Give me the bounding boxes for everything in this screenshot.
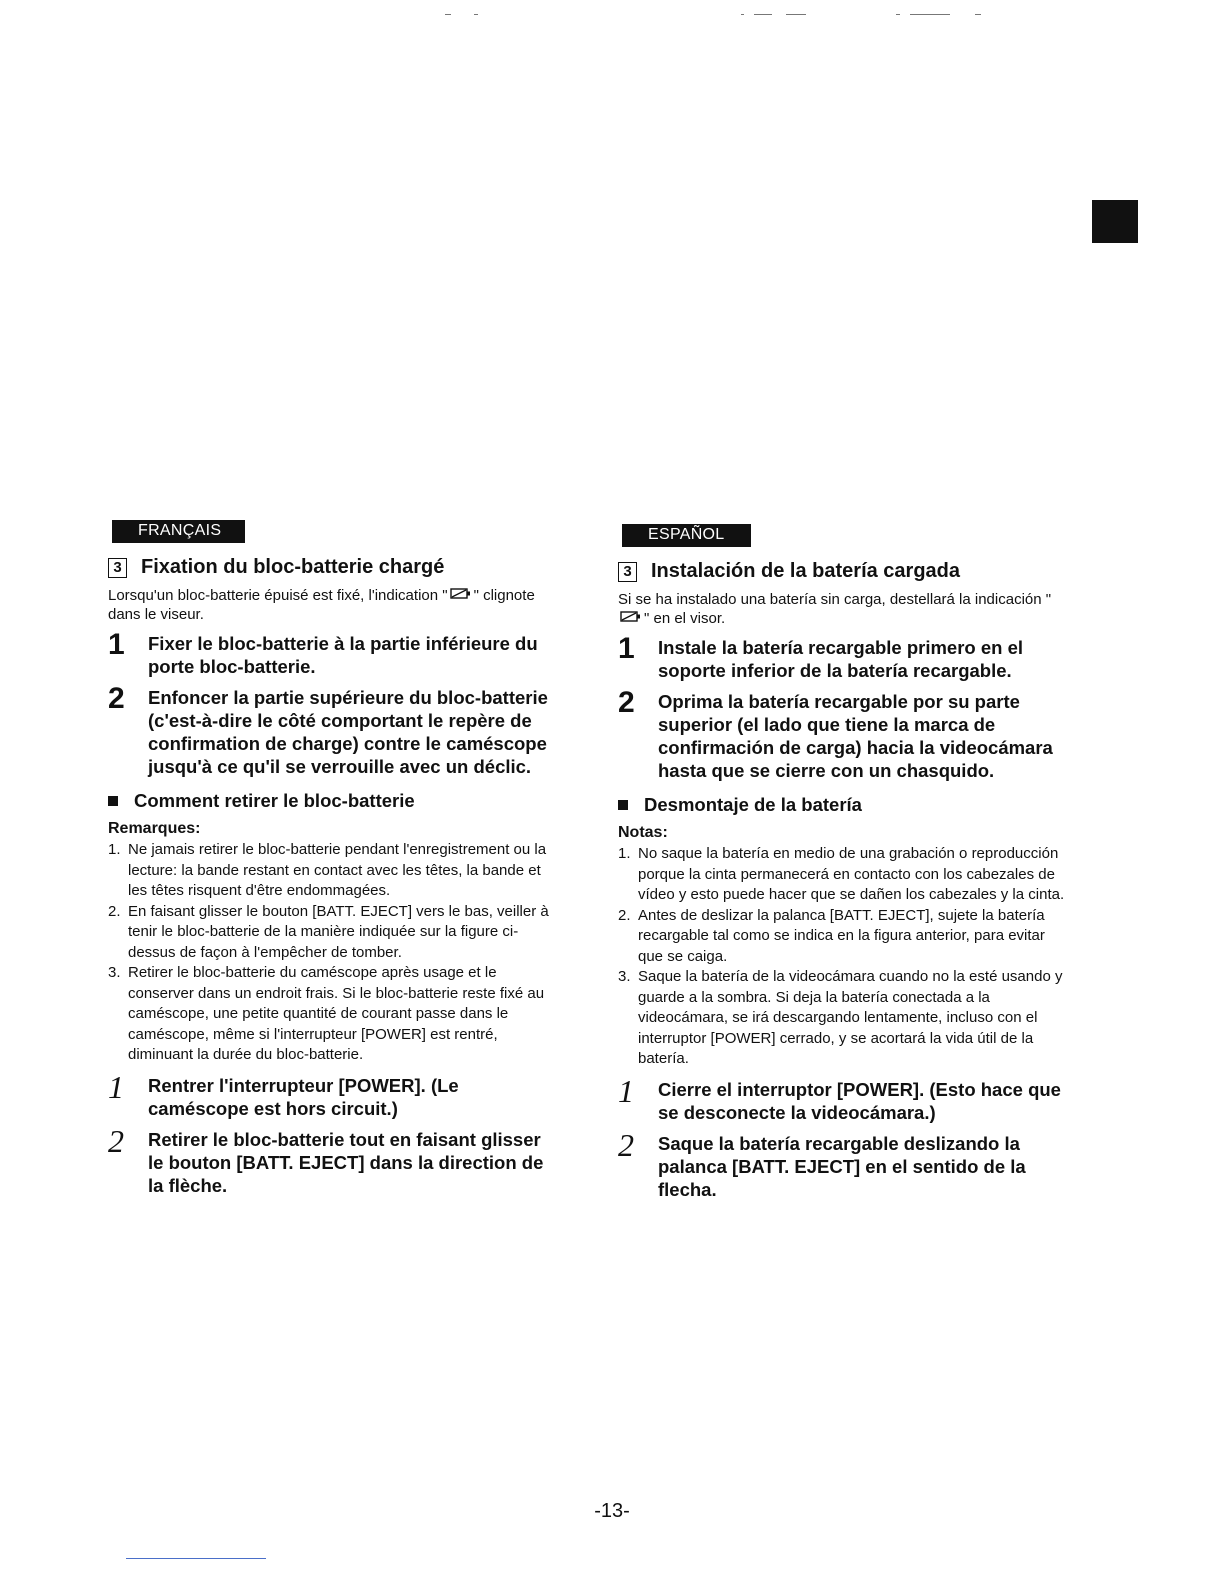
bullet-square [108,796,118,806]
section-index-tab [1092,200,1138,243]
step-number: 1 [618,1072,634,1109]
step-number: 2 [108,1122,124,1159]
note-number: 3. [108,964,121,981]
note-number: 1. [618,845,631,862]
note-item [108,840,558,902]
step-item [108,628,558,678]
section-number: 3 [108,558,127,578]
step-number: 1 [108,628,125,661]
step-number: 1 [618,632,635,665]
step-number: 2 [618,1126,634,1163]
note-number: 2. [108,902,121,920]
intro-text: Si se ha instalado una batería sin carga, destellará la indicación "" en el visor. [618,591,1052,627]
note-number: 3. [618,968,631,985]
note-item [108,902,558,964]
step-item [108,682,558,778]
language-tab: ESPAÑOL [622,524,751,547]
step-text: Enfoncer la partie supérieure du bloc-batterie (c'est-à-dire le côté comportant le repère de confirmation de charge) contre le caméscope jusqu'à ce qu'il se verrouille avec un déclic. [148,687,548,777]
note-text: No saque la batería en medio de una grabación o reproducción porque la cinta permanecerá en contacto con los cabezales de vídeo y esto puede hacer que se dañen los cabezales y la cinta. [638,845,1065,903]
note-text: Ne jamais retirer le bloc-batterie pendant l'enregistrement ou la lecture: la bande restant en contact avec les têtes, la bande et les têtes risquent d'être endommagées. [128,841,547,899]
step-item [108,1122,558,1197]
section-number: 3 [618,562,637,582]
language-tab: FRANÇAIS [112,520,245,543]
note-item [618,906,1068,968]
step-item [618,686,1068,782]
note-text: En faisant glisser le bouton [BATT. EJECT] vers le bas, veiller à tenir le bloc-batterie de la manière indiquée sur la figure ci-dessus de façon à l'empêcher de tomber. [128,902,549,961]
section-heading [108,556,558,579]
footer-rule [126,1558,266,1559]
step-number: 2 [108,682,125,715]
step-number: 2 [618,686,635,719]
column-espanol [618,524,1068,1201]
step-item [618,632,1068,682]
step-text: Cierre el interruptor [POWER]. (Esto hace que se desconecte la videocámara.) [658,1078,1061,1123]
column-francais [108,520,558,1197]
section-title: Fixation du bloc-batterie chargé [141,556,445,578]
subheading: Desmontaje de la batería [618,794,1068,816]
intro-text: Lorsqu'un bloc-batterie épuisé est fixé, l'indication " " clignote dans le viseur. [108,587,535,623]
scan-artifacts [0,14,1224,22]
battery-empty-icon [450,586,472,605]
step-text: Retirer le bloc-batterie tout en faisant glisser le bouton [BATT. EJECT] dans la direction de la flèche. [148,1128,544,1196]
notes-label: Remarques: [108,820,201,837]
bullet-square [618,800,628,810]
page-number: -13- [594,1500,630,1522]
note-item [618,844,1068,906]
step-item [618,1072,1068,1124]
note-item [108,963,558,1066]
section-title: Instalación de la batería cargada [651,560,961,582]
step-item [108,1068,558,1120]
section-heading [618,560,1068,583]
step-text: Saque la batería recargable deslizando la palanca [BATT. EJECT] en el sentido de la flecha. [658,1132,1026,1200]
step-text: Instale la batería recargable primero en el soporte inferior de la batería recargable. [658,637,1024,681]
subheading: Comment retirer le bloc-batterie [108,790,558,812]
step-text: Rentrer l'interrupteur [POWER]. (Le caméscope est hors circuit.) [148,1074,459,1119]
step-text: Oprima la batería recargable por su parte superior (el lado que tiene la marca de confirmación de carga) hacia la videocámara hasta que se cierre con un chasquido. [658,691,1053,781]
note-number: 2. [618,906,631,924]
step-number: 1 [108,1068,124,1105]
note-text: Saque la batería de la videocámara cuando no la esté usando y guarde a la sombra. Si deja la batería conectada a la videocámara, se irá descargando lentamente, incluso con el interruptor [POWER] cerrado, y se acortará la vida útil de la batería. [638,968,1063,1067]
note-item [618,967,1068,1070]
note-text: Retirer le bloc-batterie du caméscope après usage et le conserver dans un endroit frais. Si le bloc-batterie reste fixé au caméscope, une petite quantité de courant passe dans le caméscope, même si l'interrupteur [POWER] est rentré, diminuant la durée du bloc-batterie. [128,964,545,1063]
battery-empty-icon [620,609,642,628]
note-number: 1. [108,841,121,858]
notes-label: Notas: [618,824,668,841]
step-item [618,1126,1068,1201]
step-text: Fixer le bloc-batterie à la partie inférieure du porte bloc-batterie. [148,633,538,677]
note-text: Antes de deslizar la palanca [BATT. EJECT], sujete la batería recargable tal como se indica en la figura anterior, para evitar que se caiga. [638,906,1045,965]
